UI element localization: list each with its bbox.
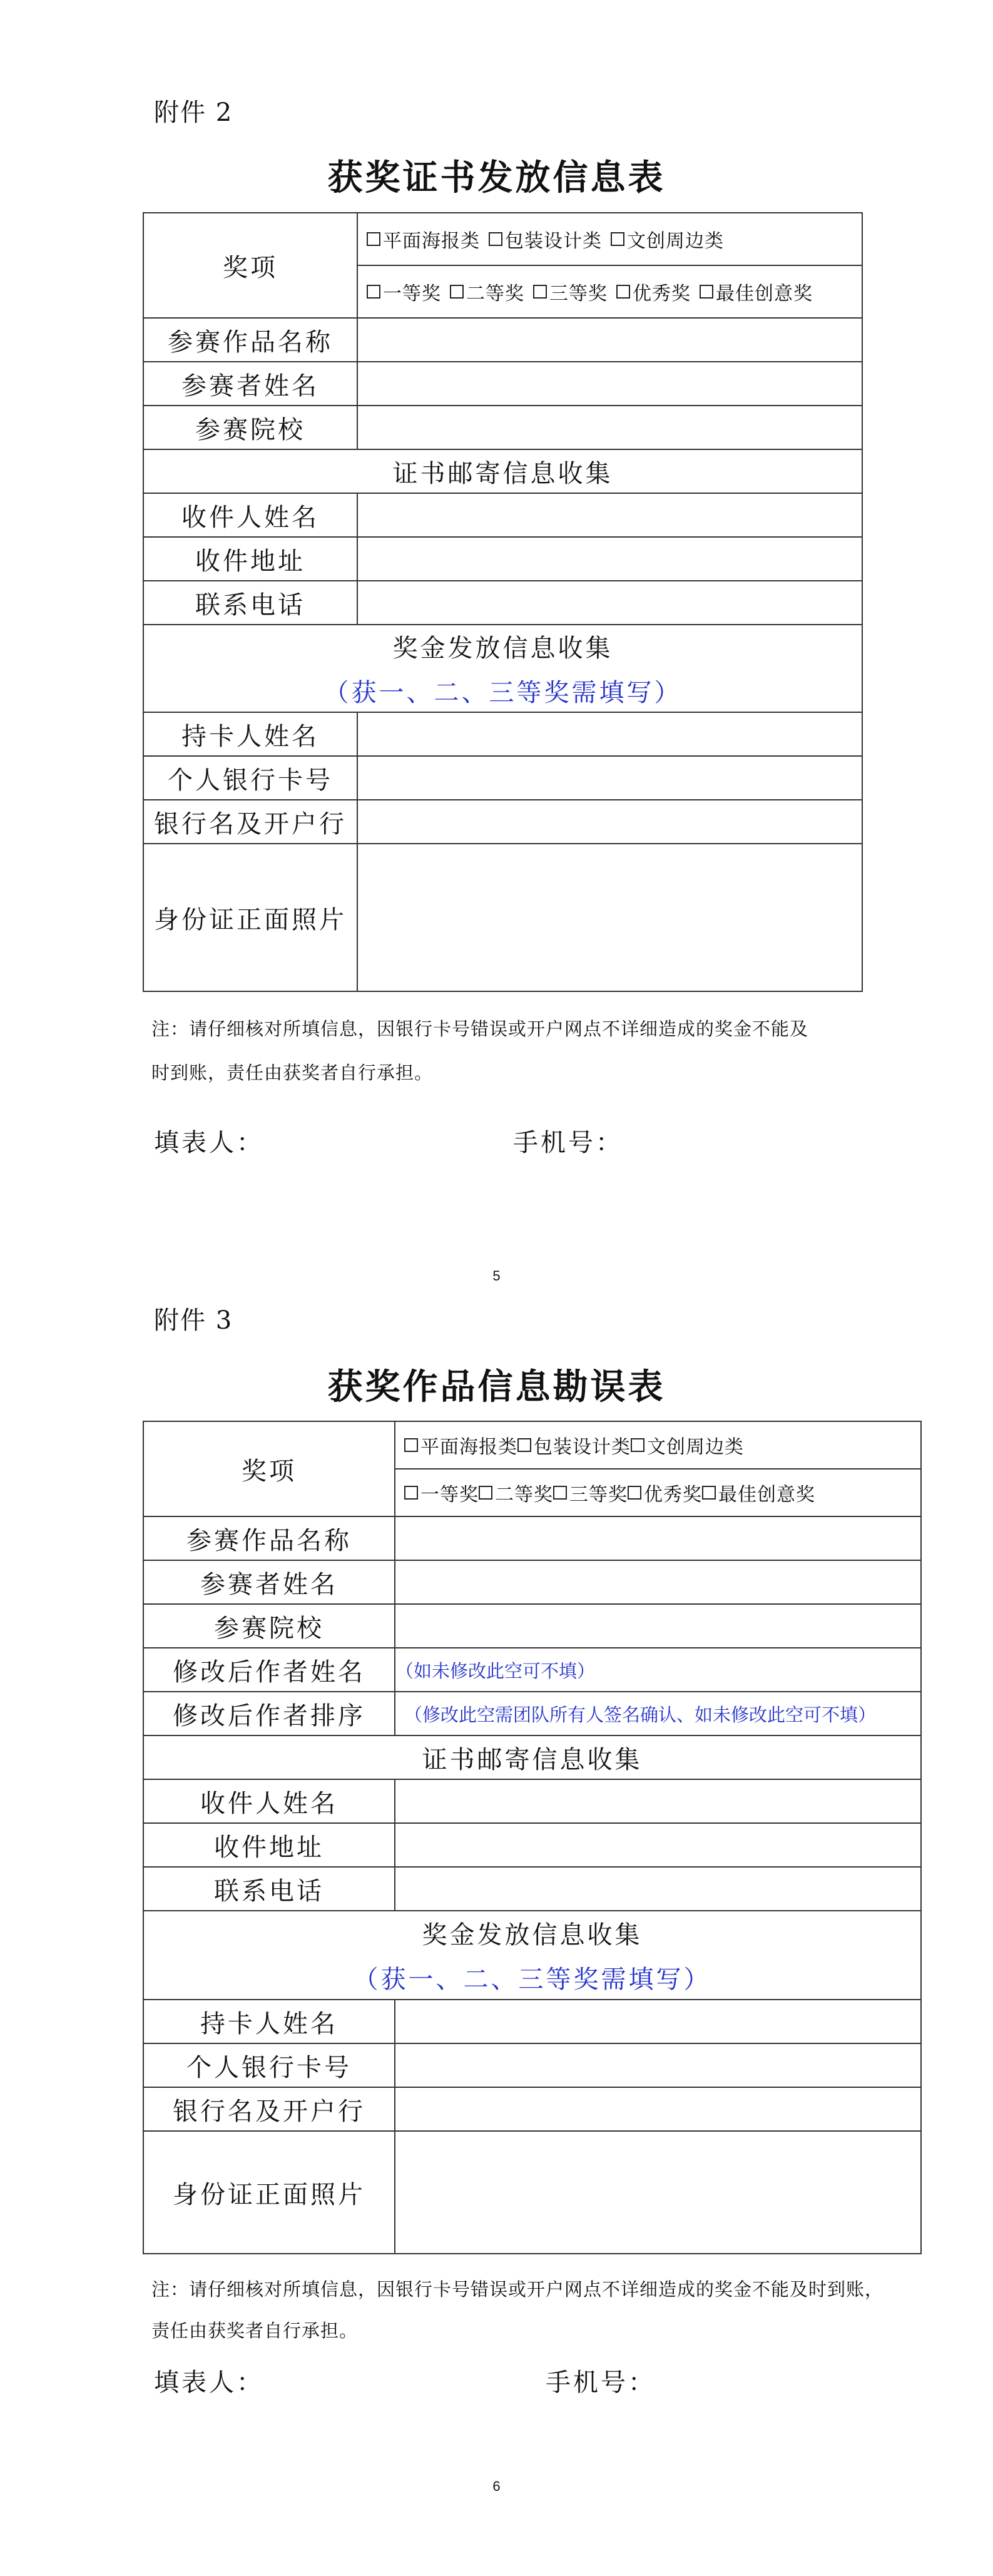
recipient-address-label: 收件地址 [143,1823,395,1867]
bank-card-input[interactable] [395,2043,921,2087]
id-photo-label: 身份证正面照片 [143,844,357,991]
checkbox-icon[interactable] [479,1486,492,1500]
participant-name-input[interactable] [395,1560,921,1604]
category-options [357,213,862,265]
bank-branch-input[interactable] [395,2087,921,2131]
checkbox-icon[interactable] [628,1486,641,1500]
modified-author-name-label: 修改后作者姓名 [143,1648,395,1692]
note-line-2: 责任由获奖者自行承担。 [151,2320,359,2341]
award-label: 奖项 [143,213,357,318]
cardholder-name-input[interactable] [357,712,862,756]
category-option[interactable]: 文创周边类 [631,1431,744,1459]
modified-author-order-label: 修改后作者排序 [143,1692,395,1735]
checkbox-icon[interactable] [631,1438,644,1452]
category-option[interactable]: 包装设计类 [489,225,602,253]
bonus-section-title: 奖金发放信息收集 [392,634,613,663]
cardholder-name-label: 持卡人姓名 [143,712,357,756]
category-option[interactable]: 包装设计类 [517,1431,631,1459]
filler-label: 填表人： [154,1128,264,1157]
page-number: 6 [492,2478,501,2494]
checkbox-icon[interactable] [700,285,713,299]
checkbox-icon[interactable] [367,232,380,246]
school-label: 参赛院校 [143,1604,395,1648]
grade-option[interactable]: 一等奖 [404,1479,479,1506]
grade-option[interactable]: 二等奖 [450,278,524,305]
bonus-section-title: 奖金发放信息收集 [422,1921,643,1950]
attachment-label: 附件 2 [154,98,233,127]
recipient-address-input[interactable] [395,1823,921,1867]
bank-branch-label: 银行名及开户行 [143,2087,395,2131]
page-number: 5 [492,1268,501,1284]
filler-label: 填表人： [154,2368,264,2397]
form-title: 获奖作品信息勘误表 [327,1366,666,1408]
participant-name-label: 参赛者姓名 [143,362,357,406]
contact-phone-input[interactable] [357,581,862,625]
recipient-name-label: 收件人姓名 [143,1779,395,1823]
work-name-input[interactable] [395,1516,921,1560]
grade-option[interactable]: 优秀奖 [616,278,691,305]
contact-phone-label: 联系电话 [143,1867,395,1911]
bank-card-label: 个人银行卡号 [143,756,357,800]
contact-phone-input[interactable] [395,1867,921,1911]
recipient-address-label: 收件地址 [143,537,357,581]
work-name-label: 参赛作品名称 [143,318,357,362]
mail-section-header: 证书邮寄信息收集 [143,1735,921,1779]
participant-name-input[interactable] [357,362,862,406]
bonus-section-header [143,625,862,712]
grade-option[interactable]: 优秀奖 [628,1479,702,1506]
school-input[interactable] [357,406,862,449]
bank-card-input[interactable] [357,756,862,800]
grade-options [357,265,862,318]
checkbox-icon[interactable] [489,232,502,246]
bonus-section-header [143,1911,921,2000]
cardholder-name-label: 持卡人姓名 [143,2000,395,2043]
grade-option[interactable]: 一等奖 [367,278,441,305]
contact-phone-label: 联系电话 [143,581,357,625]
recipient-name-label: 收件人姓名 [143,493,357,537]
checkbox-icon[interactable] [616,285,630,299]
grade-option[interactable]: 二等奖 [479,1479,553,1506]
phone-label: 手机号： [546,2368,656,2397]
note-line-2: 时到账，责任由获奖者自行承担。 [151,1062,434,1083]
award-label: 奖项 [143,1421,395,1516]
recipient-name-input[interactable] [395,1779,921,1823]
mail-section-header: 证书邮寄信息收集 [143,449,862,493]
work-name-label: 参赛作品名称 [143,1516,395,1560]
bonus-section-note: （获一、二、三等奖需填写） [323,678,682,707]
grade-options [395,1469,921,1516]
bonus-section-note: （获一、二、三等奖需填写） [353,1965,711,1994]
grade-option[interactable]: 三等奖 [553,1479,628,1506]
category-option[interactable]: 平面海报类 [404,1431,517,1459]
modified-author-order-input[interactable]: （修改此空需团队所有人签名确认、如未修改此空可不填） [395,1692,921,1735]
checkbox-icon[interactable] [367,285,380,299]
checkbox-icon[interactable] [533,285,547,299]
checkbox-icon[interactable] [450,285,464,299]
attachment-label: 附件 3 [154,1306,233,1335]
bank-branch-label: 银行名及开户行 [143,800,357,844]
bank-card-label: 个人银行卡号 [143,2043,395,2087]
phone-label: 手机号： [513,1128,623,1157]
id-photo-upload-area[interactable] [357,844,862,991]
school-label: 参赛院校 [143,406,357,449]
checkbox-icon[interactable] [404,1438,418,1452]
grade-option[interactable]: 最佳创意奖 [702,1479,815,1506]
participant-name-label: 参赛者姓名 [143,1560,395,1604]
checkbox-icon[interactable] [553,1486,567,1500]
note-line-1: 注：请仔细核对所填信息，因银行卡号错误或开户网点不详细造成的奖金不能及时到账， [151,2279,884,2300]
form-title: 获奖证书发放信息表 [327,157,666,198]
id-photo-upload-area[interactable] [395,2131,921,2254]
category-option[interactable]: 平面海报类 [367,225,480,253]
recipient-address-input[interactable] [357,537,862,581]
category-options [395,1421,921,1469]
checkbox-icon[interactable] [611,232,624,246]
certificate-info-table [143,212,863,992]
errata-info-table [143,1421,922,2254]
work-name-input[interactable] [357,318,862,362]
category-option[interactable]: 文创周边类 [611,225,724,253]
cardholder-name-input[interactable] [395,2000,921,2043]
grade-option[interactable]: 最佳创意奖 [700,278,813,305]
bank-branch-input[interactable] [357,800,862,844]
school-input[interactable] [395,1604,921,1648]
recipient-name-input[interactable] [357,493,862,537]
grade-option[interactable]: 三等奖 [533,278,608,305]
checkbox-icon[interactable] [404,1486,418,1500]
note-line-1: 注：请仔细核对所填信息，因银行卡号错误或开户网点不详细造成的奖金不能及 [151,1018,809,1040]
id-photo-label: 身份证正面照片 [143,2131,395,2254]
modified-author-name-input[interactable]: （如未修改此空可不填） [395,1648,921,1692]
checkbox-icon[interactable] [702,1486,716,1500]
checkbox-icon[interactable] [517,1438,531,1452]
